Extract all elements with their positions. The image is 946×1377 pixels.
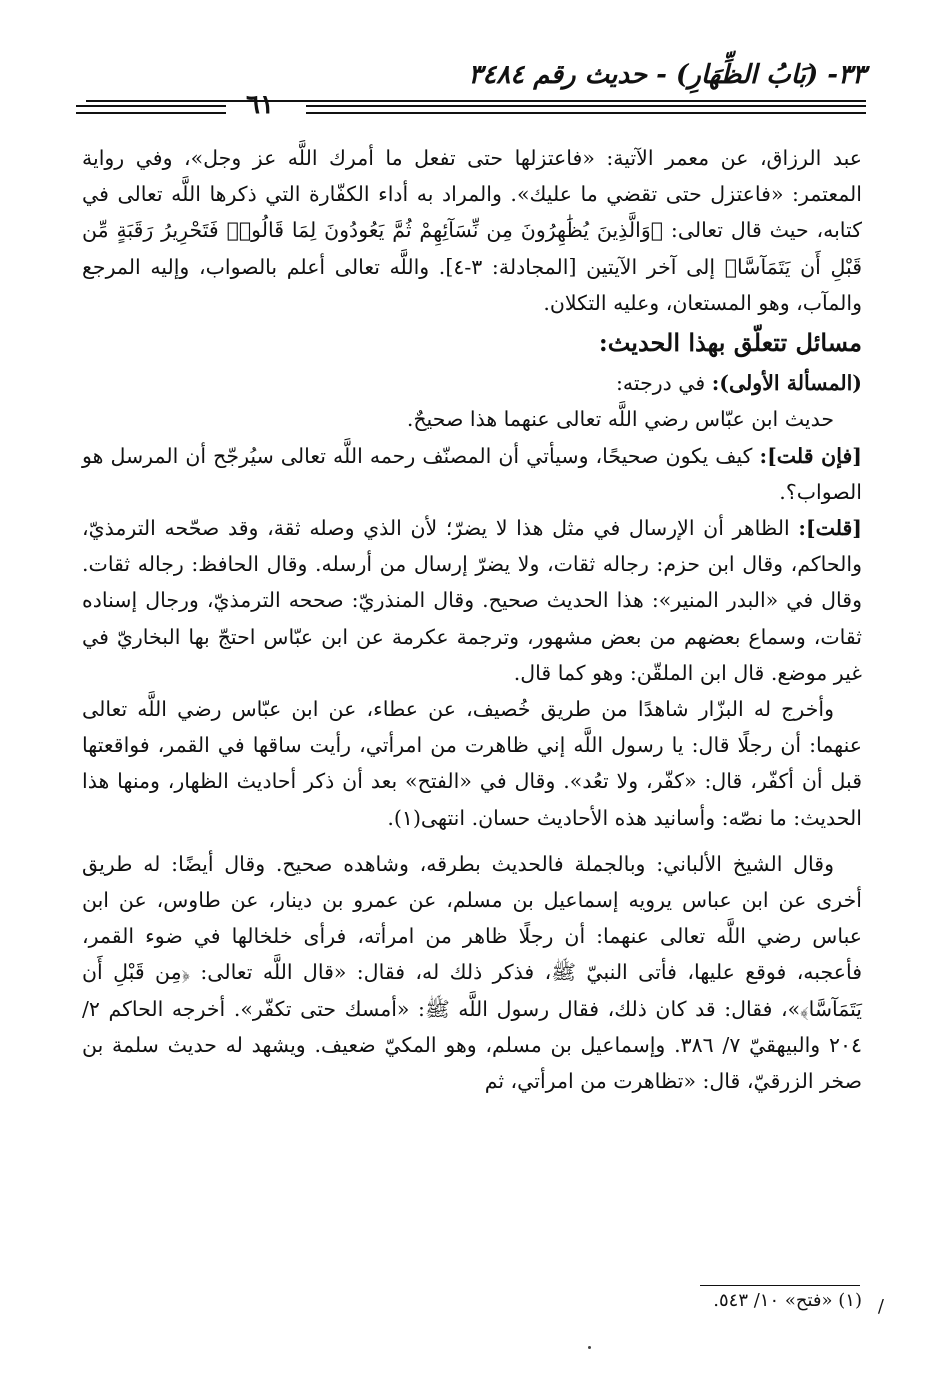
- paragraph-objection: [82, 438, 862, 510]
- page-number: ٦١: [246, 90, 274, 120]
- header-rule: [86, 100, 866, 102]
- paragraph-answer: [82, 510, 862, 691]
- header-double-rule-right: [306, 105, 866, 119]
- question-1: [82, 365, 862, 401]
- paragraph-hadith-status: حديث ابن عبّاس رضي اللَّه تعالى عنهما هذا صحيحٌ.: [406, 407, 834, 432]
- footnote-rule: [700, 1285, 860, 1286]
- chapter-title: ٣٣- (بَابُ الظِّهَارِ) - حديث رقم ٣٤٨٤: [468, 60, 866, 90]
- paragraph-albani: وقال الشيخ الألباني: وبالجملة فالحديث بطرقه، وشاهده صحيح. وقال أيضًا: له طريق أخرى عن ابن عباس يرويه إسماعيل بن مسلم، عن عمرو بن دينار، عن طاوس، عن ابن عباس رضي اللَّه تعالى عنهما: أن رجلًا ظاهر من امرأته، فرأى خلخالها في ضوء القمر، فأعجبه، فوقع عليها، فأتى النبيّ ﷺ، فذكر ذلك له، فقال: «قال اللَّه تعالى: ﴿مِن قَبْلِ أَن يَتَمَآسَّا﴾»، فقال: قد كان ذلك، فقال رسول اللَّه ﷺ: «أمسك حتى تكفّر». أخرجه الحاكم ٢/ ٢٠٤ والبيهقيّ ٧/ ٣٨٦. وإسماعيل بن مسلم، وهو المكيّ ضعيف. ويشهد له حديث سلمة بن صخر الزرقيّ، قال: «تظاهرت من امرأتي، ثم: [82, 851, 862, 1094]
- margin-mark: /: [877, 1296, 884, 1317]
- answer-text: الظاهر أن الإرسال في مثل هذا لا يضرّ؛ لأن الذي وصله ثقة، وقد صحّحه الترمذيّ، والحاكم، وقال ابن حزم: رجاله ثقات، ولا يضرّ إرسال من أرسله. وقال الحافظ: رجاله ثقات. وقال في «البدر المنير»: هذا الحديث صحيح. وقال المنذريّ: صححه الترمذيّ، ورجال إسناده ثقات، وسماع بعضهم من بعض مشهور، وترجمة عكرمة عن ابن عبّاس احتجّ بها البخاريّ في غير موضع. قال ابن الملقّن: وهو كما قال.: [82, 516, 862, 685]
- main-text: [82, 140, 862, 1099]
- section-heading: مسائل تتعلّق بهذا الحديث:: [598, 328, 862, 358]
- objection-label: [فإن قلت]:: [759, 443, 862, 468]
- page-header: [76, 60, 866, 120]
- objection-text: كيف يكون صحيحًا، وسيأتي أن المصنّف رحمه اللَّه تعالى سيُرجّح أن المرسل هو الصواب؟.: [82, 443, 862, 504]
- question-1-label: (المسألة الأولى):: [711, 371, 862, 396]
- page-speck: [588, 1346, 591, 1349]
- footnote: (١) «فتح» ١٠/ ٥٤٣.: [713, 1290, 862, 1311]
- paragraph-bazzar: وأخرج له البزّار شاهدًا من طريق خُصيف، عن عطاء، عن ابن عبّاس رضي اللَّه تعالى عنهما: أن رجلًا قال: يا رسول اللَّه إني ظاهرت من امرأتي، رأيت ساقها في القمر، فواقعتها قبل أن أكفّر، قال: «كفّر، ولا تعُد». وقال في «الفتح» بعد أن ذكر أحاديث الظهار، ومنها هذا الحديث: ما نصّه: وأسانيد هذه الأحاديث حسان. انتهى(١).: [82, 697, 862, 830]
- answer-label: [قلت]:: [798, 516, 862, 541]
- paragraph-intro: عبد الرزاق، عن معمر الآتية: «فاعتزلها حتى تفعل ما أمرك اللَّه عز وجل»، وفي رواية المعتمر: «فاعتزل حتى تقضي ما عليك». والمراد به أداء الكفّارة التي ذكرها اللَّه تعالى في كتابه، حيث قال تعالى: ﴿وَالَّذِينَ يُظَٰهِرُونَ مِن نِّسَآئِهِمْ ثُمَّ يَعُودُونَ لِمَا قَالُوا۟ فَتَحْرِيرُ رَقَبَةٍ مِّن قَبْلِ أَن يَتَمَآسَّا﴾ إلى آخر الآيتين [المجادلة: ٣-٤]. واللَّه تعالى أعلم بالصواب، وإليه المرجع والمآب، وهو المستعان، وعليه التكلان.: [82, 146, 862, 315]
- question-1-text: في درجته:: [615, 371, 712, 396]
- header-double-rule-left: [76, 105, 226, 119]
